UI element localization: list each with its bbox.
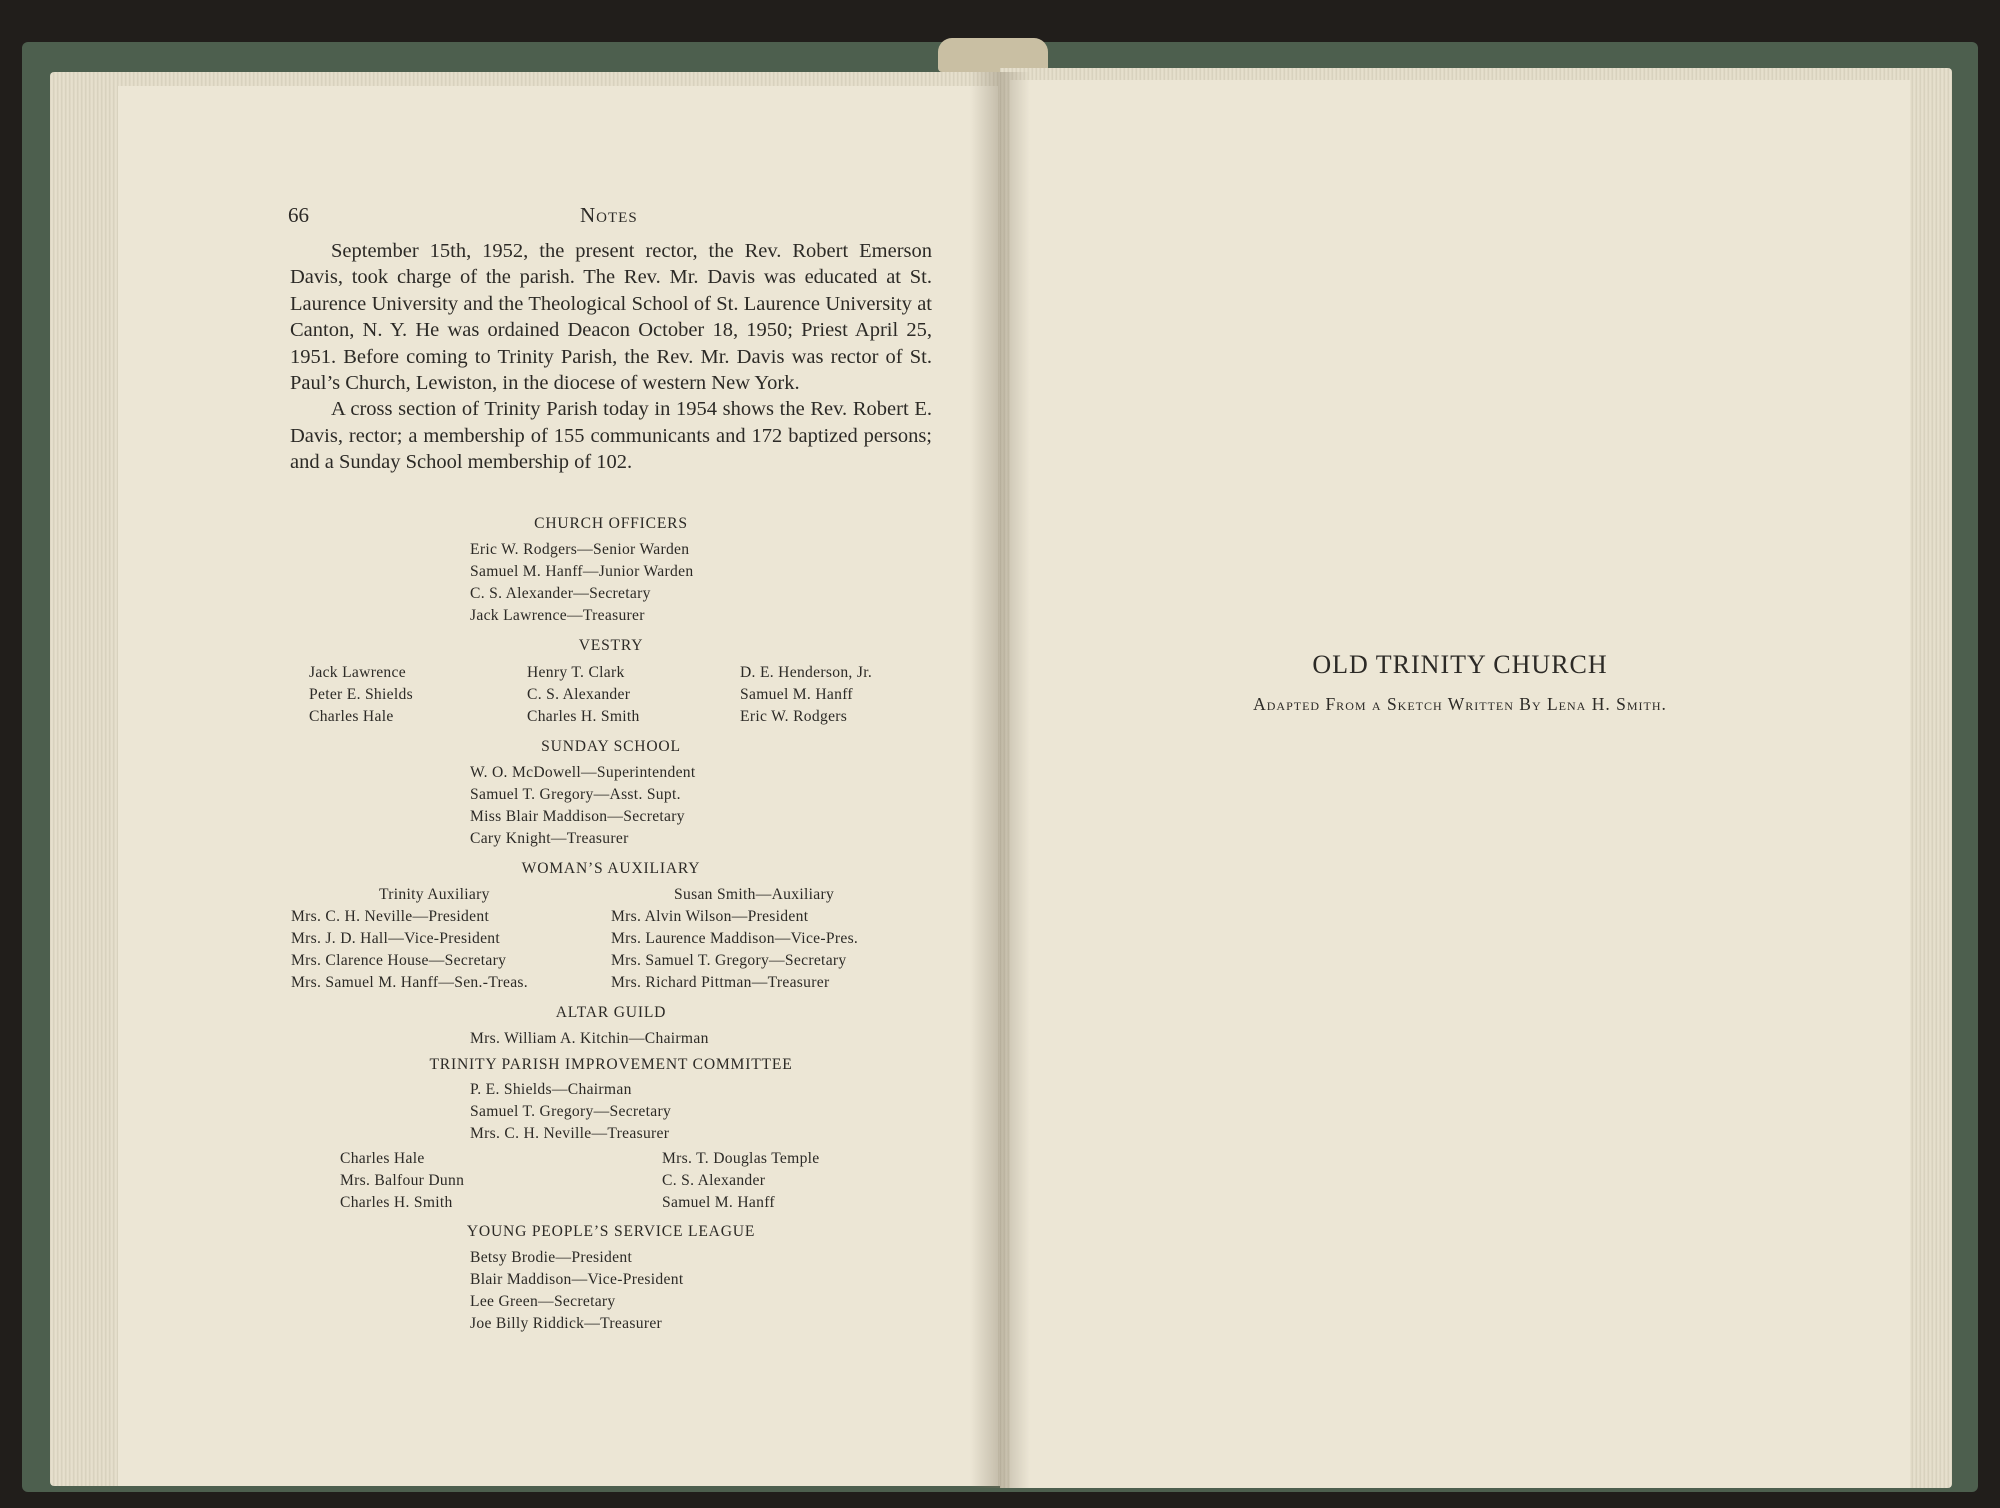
church-officer: Samuel M. Hanff—Junior Warden [470,563,694,580]
auxiliary-officer: Mrs. Laurence Maddison—Vice-Pres. [611,930,859,947]
church-officer: Eric W. Rodgers—Senior Warden [470,541,690,558]
sunday-school-heading: SUNDAY SCHOOL [541,738,681,755]
auxiliary-officer: Mrs. J. D. Hall—Vice-President [291,930,501,947]
womans-auxiliary-heading: WOMAN’S AUXILIARY [521,860,701,877]
vestry-member: D. E. Henderson, Jr. [740,664,873,681]
young-peoples-heading: YOUNG PEOPLE’S SERVICE LEAGUE [466,1223,756,1240]
church-officers-heading: CHURCH OFFICERS [534,515,688,532]
vestry-member: Henry T. Clark [527,664,625,681]
auxiliary-subheading: Susan Smith—Auxiliary [674,886,835,903]
improvement-committee-heading: TRINITY PARISH IMPROVEMENT COMMITTEE [429,1056,793,1073]
auxiliary-officer: Mrs. Richard Pittman—Treasurer [611,974,830,991]
altar-guild-officer: Mrs. William A. Kitchin—Chairman [470,1030,709,1047]
auxiliary-officer: Mrs. Samuel M. Hanff—Sen.-Treas. [291,974,528,991]
body-text [290,238,932,476]
committee-officer: P. E. Shields—Chairman [470,1081,632,1098]
vestry-member: Eric W. Rodgers [740,708,848,725]
league-officer: Blair Maddison—Vice-President [470,1271,684,1288]
book-gutter [970,72,1030,1488]
league-officer: Betsy Brodie—President [470,1249,633,1266]
book-spine-headband [938,38,1048,72]
vestry-member: C. S. Alexander [527,686,631,703]
altar-guild-heading: ALTAR GUILD [555,1004,667,1021]
paragraph: September 15th, 1952, the present rector, the Rev. Robert Emerson Davis, took charge of the parish. The Rev. Mr. Davis was educated at St. Laurence University and the Theological School of St. Laurence University at Canton, N. Y. He was ordained Deacon October 18, 1950; Priest April 25, 1951. Before coming to Trinity Parish, the Rev. Mr. Davis was rector of St. Paul’s Church, Lewiston, in the diocese of western New York. [290,240,932,395]
right-page [1010,80,1910,1488]
league-officer: Lee Green—Secretary [470,1293,616,1310]
committee-member: C. S. Alexander [662,1172,766,1189]
committee-member: Samuel M. Hanff [662,1194,775,1211]
sunday-school-officer: Cary Knight—Treasurer [470,830,629,847]
sunday-school-officer: W. O. McDowell—Superintendent [470,764,696,781]
committee-member: Mrs. T. Douglas Temple [662,1150,820,1167]
auxiliary-subheading: Trinity Auxiliary [379,886,490,903]
chapter-subtitle: Adapted From a Sketch Written By Lena H. Smith. [1253,694,1667,714]
page-number: 66 [288,203,309,227]
auxiliary-officer: Mrs. Samuel T. Gregory—Secretary [611,952,847,969]
paragraph: A cross section of Trinity Parish today in 1954 shows the Rev. Robert E. Davis, rector; a membership of 155 communicants and 172 baptized persons; and a Sunday School membership of 102. [290,398,932,474]
sunday-school-officer: Samuel T. Gregory—Asst. Supt. [470,786,681,803]
running-head: Notes [580,203,638,227]
committee-member: Charles Hale [340,1150,425,1167]
auxiliary-officer: Mrs. Alvin Wilson—President [611,908,809,925]
committee-officer: Mrs. C. H. Neville—Treasurer [470,1125,670,1142]
vestry-heading: VESTRY [578,637,644,654]
league-officer: Joe Billy Riddick—Treasurer [470,1315,663,1332]
church-officer: Jack Lawrence—Treasurer [470,607,645,624]
sunday-school-officer: Miss Blair Maddison—Secretary [470,808,685,825]
committee-member: Mrs. Balfour Dunn [340,1172,465,1189]
auxiliary-officer: Mrs. C. H. Neville—President [291,908,490,925]
auxiliary-officer: Mrs. Clarence House—Secretary [291,952,507,969]
vestry-member: Jack Lawrence [309,664,406,681]
church-officer: C. S. Alexander—Secretary [470,585,651,602]
vestry-member: Samuel M. Hanff [740,686,853,703]
committee-member: Charles H. Smith [340,1194,453,1211]
vestry-member: Charles H. Smith [527,708,640,725]
vestry-member: Peter E. Shields [309,686,413,703]
committee-officer: Samuel T. Gregory—Secretary [470,1103,672,1120]
vestry-member: Charles Hale [309,708,394,725]
chapter-title: OLD TRINITY CHURCH [1312,650,1608,679]
